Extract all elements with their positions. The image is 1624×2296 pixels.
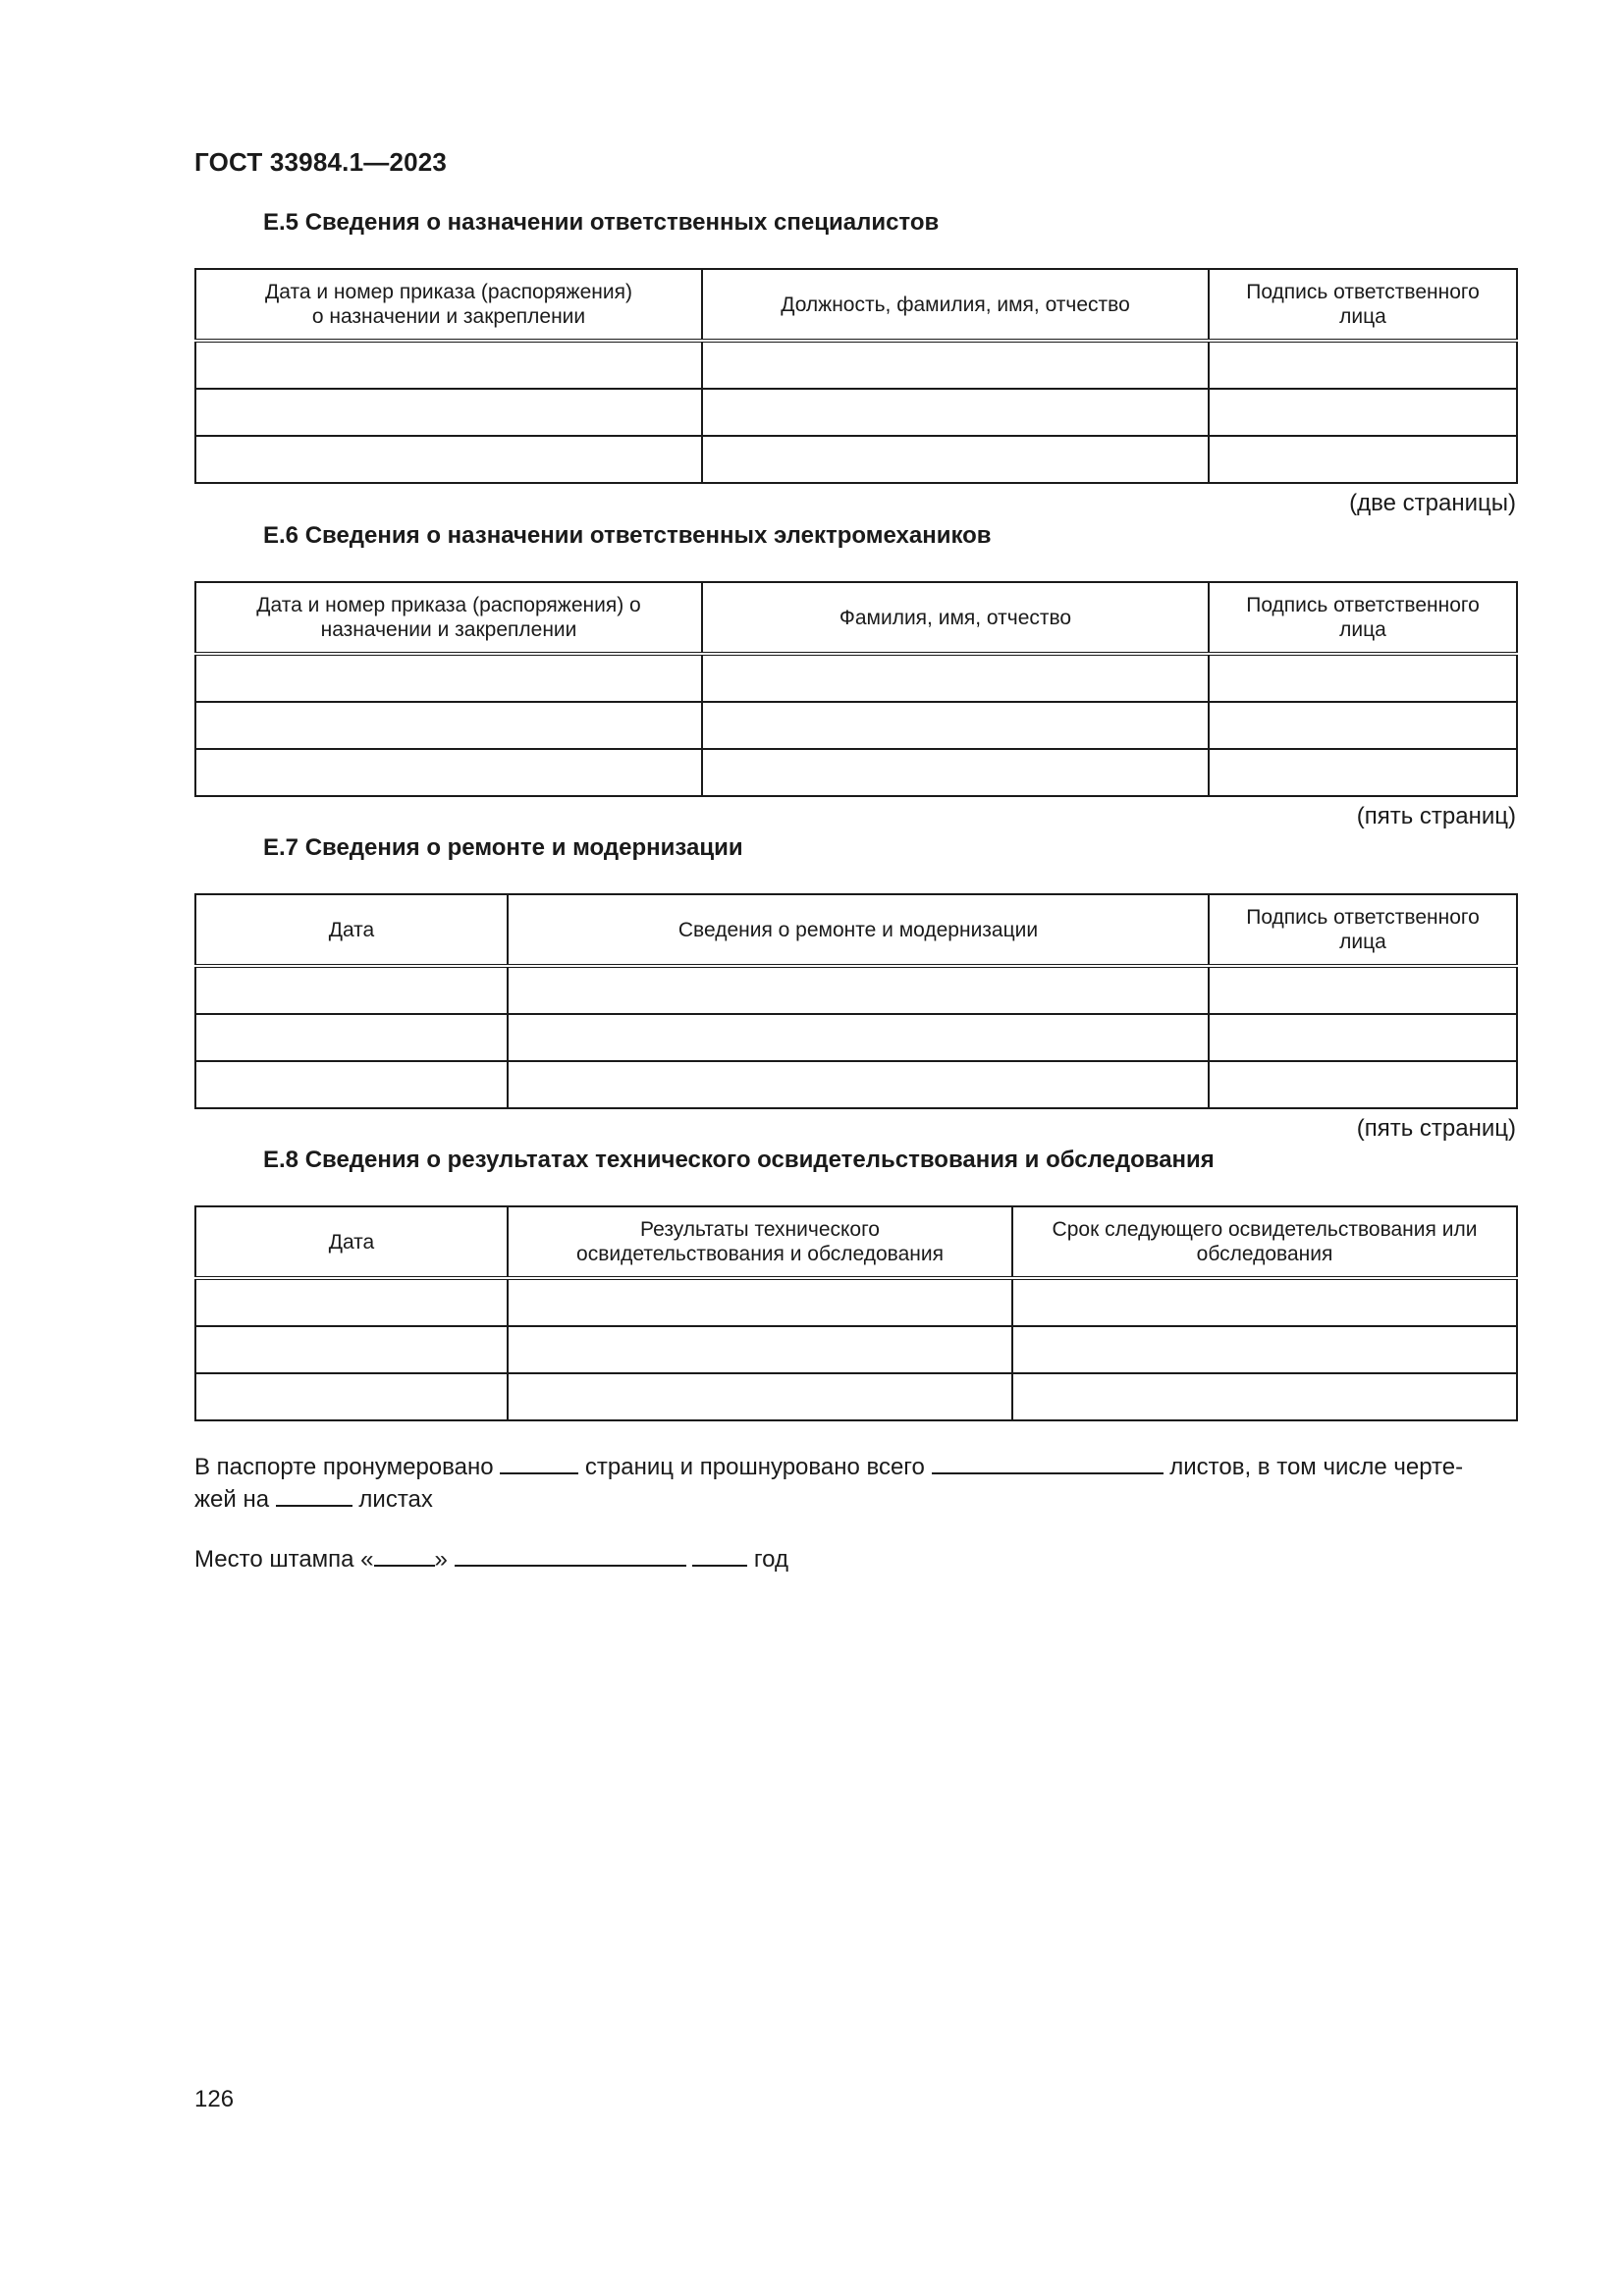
table-e7 — [194, 893, 1518, 1109]
stamp-text: год — [753, 1546, 788, 1573]
stamp-year-blank[interactable] — [692, 1543, 747, 1567]
column-header — [508, 1206, 1012, 1278]
column-header — [508, 894, 1209, 966]
table-cell[interactable] — [508, 1278, 1012, 1326]
table-cell[interactable] — [1209, 654, 1517, 702]
table-header-row — [195, 1206, 1517, 1278]
section-title: Е.8 Сведения о результатах технического освидетельствования и обследования — [263, 1147, 1215, 1173]
section-title: Е.6 Сведения о назначении ответственных электромехаников — [263, 522, 992, 549]
table-row — [195, 436, 1517, 483]
drawings-count-blank[interactable] — [276, 1483, 352, 1507]
closing-text: жей на — [194, 1486, 270, 1513]
header-text: Срок следующего освидетельствования или обследования — [1052, 1218, 1478, 1265]
section-e6 — [194, 522, 1516, 830]
table-row — [195, 1326, 1517, 1373]
table-cell[interactable] — [195, 1061, 508, 1108]
table-cell[interactable] — [1012, 1326, 1517, 1373]
pages-note: (две страницы) — [1349, 490, 1516, 516]
stamp-day-blank[interactable] — [374, 1543, 435, 1567]
column-header — [195, 269, 702, 341]
section-title: Е.5 Сведения о назначении ответственных специалистов — [263, 209, 940, 236]
table-cell[interactable] — [508, 1373, 1012, 1420]
table-cell[interactable] — [195, 654, 702, 702]
header-text: Подпись ответственного лица — [1246, 906, 1480, 953]
pages-count-blank[interactable] — [500, 1451, 578, 1474]
column-header — [1209, 269, 1517, 341]
table-cell[interactable] — [702, 389, 1209, 436]
table-e6 — [194, 581, 1518, 797]
table-cell[interactable] — [702, 436, 1209, 483]
table-cell[interactable] — [195, 1278, 508, 1326]
closing-text: листов, в том числе черте- — [1169, 1454, 1464, 1480]
header-text: Дата и номер приказа (распоряжения) о назначении и закреплении — [256, 594, 641, 641]
header-text: Дата — [328, 1230, 375, 1254]
column-header — [702, 582, 1209, 654]
table-header-row — [195, 894, 1517, 966]
column-header — [195, 1206, 508, 1278]
table-cell[interactable] — [195, 702, 702, 749]
table-header-row — [195, 269, 1517, 341]
section-e5 — [194, 209, 1516, 517]
page-number: 126 — [194, 2086, 235, 2112]
table-row — [195, 1061, 1517, 1108]
column-header — [702, 269, 1209, 341]
table-cell[interactable] — [1209, 389, 1517, 436]
table-cell[interactable] — [195, 966, 508, 1014]
table-cell[interactable] — [195, 749, 702, 796]
header-text: Фамилия, имя, отчество — [839, 606, 1072, 629]
table-cell[interactable] — [702, 341, 1209, 389]
section-e8 — [194, 1147, 1516, 1421]
table-cell[interactable] — [195, 1373, 508, 1420]
table-cell[interactable] — [1209, 436, 1517, 483]
column-header — [1209, 894, 1517, 966]
closing-text: страниц и прошнуровано всего — [584, 1454, 925, 1480]
table-cell[interactable] — [1209, 341, 1517, 389]
table-header-row — [195, 582, 1517, 654]
header-text: Дата — [328, 918, 375, 941]
table-cell[interactable] — [702, 749, 1209, 796]
table-cell[interactable] — [702, 654, 1209, 702]
closing-text: В паспорте пронумеровано — [194, 1454, 494, 1480]
pages-note: (пять страниц) — [1356, 803, 1516, 829]
table-row — [195, 654, 1517, 702]
header-text: Подпись ответственного лица — [1246, 594, 1480, 641]
section-title: Е.7 Сведения о ремонте и модернизации — [263, 834, 743, 861]
sheets-total-blank[interactable] — [932, 1451, 1164, 1474]
header-text: Дата и номер приказа (распоряжения) о назначении и закреплении — [265, 281, 632, 328]
table-cell[interactable] — [508, 1061, 1209, 1108]
header-text: Должность, фамилия, имя, отчество — [781, 293, 1130, 316]
stamp-text: » — [434, 1546, 448, 1573]
table-cell[interactable] — [508, 966, 1209, 1014]
table-row — [195, 749, 1517, 796]
stamp-month-blank[interactable] — [455, 1543, 686, 1567]
table-cell[interactable] — [1012, 1278, 1517, 1326]
table-cell[interactable] — [195, 1326, 508, 1373]
column-header — [195, 894, 508, 966]
table-row — [195, 1278, 1517, 1326]
table-row — [195, 341, 1517, 389]
section-e7 — [194, 834, 1516, 1143]
table-cell[interactable] — [1209, 702, 1517, 749]
column-header — [1012, 1206, 1517, 1278]
table-e8 — [194, 1205, 1518, 1421]
table-cell[interactable] — [195, 436, 702, 483]
table-cell[interactable] — [1209, 1014, 1517, 1061]
table-cell[interactable] — [702, 702, 1209, 749]
table-cell[interactable] — [195, 341, 702, 389]
table-cell[interactable] — [1209, 749, 1517, 796]
document-header: ГОСТ 33984.1—2023 — [194, 147, 448, 177]
stamp-text: Место штампа « — [194, 1546, 374, 1573]
column-header — [1209, 582, 1517, 654]
header-text: Сведения о ремонте и модернизации — [677, 918, 1039, 941]
table-row — [195, 966, 1517, 1014]
table-e5 — [194, 268, 1518, 484]
closing-text: листах — [358, 1486, 433, 1513]
table-cell[interactable] — [1012, 1373, 1517, 1420]
closing-paragraph — [194, 1451, 1516, 1516]
header-text: Результаты технического освидетельствования и обследования — [576, 1218, 944, 1265]
pages-note: (пять страниц) — [1356, 1115, 1516, 1142]
table-row — [195, 389, 1517, 436]
header-text: Подпись ответственного лица — [1246, 281, 1480, 328]
table-row — [195, 1014, 1517, 1061]
column-header — [195, 582, 702, 654]
table-cell[interactable] — [508, 1014, 1209, 1061]
stamp-line — [194, 1543, 1516, 1575]
table-cell[interactable] — [1209, 1061, 1517, 1108]
table-cell[interactable] — [1209, 966, 1517, 1014]
table-row — [195, 702, 1517, 749]
table-cell[interactable] — [508, 1326, 1012, 1373]
table-cell[interactable] — [195, 1014, 508, 1061]
table-row — [195, 1373, 1517, 1420]
table-cell[interactable] — [195, 389, 702, 436]
